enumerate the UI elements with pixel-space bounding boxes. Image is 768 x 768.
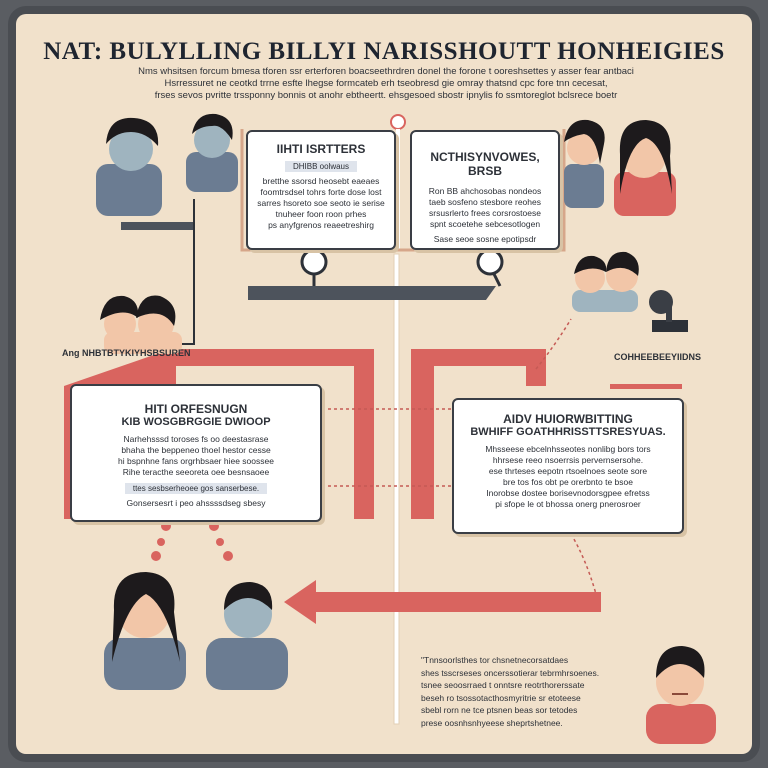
central-timeline <box>394 254 399 724</box>
card-line: pi sfope le ot bhossa onerg pnerosroer <box>495 499 641 509</box>
person-top-right-1 <box>564 120 605 208</box>
card-heading: IIHTI ISRTTERS <box>276 142 366 156</box>
person-mid-left <box>100 295 182 354</box>
card-line: Sase seoe sosne epotipsdr <box>433 234 537 244</box>
left-connector <box>181 199 194 344</box>
magnifier-right <box>478 250 502 286</box>
card-top-left <box>246 130 396 250</box>
card-line: tnuheer foon roon prhes <box>275 209 367 219</box>
card-line: ps anyfgrenos reaeetreshirg <box>268 220 374 230</box>
bottom-note <box>421 654 651 729</box>
card-line: Mhsseese ebcelnhsseotes nonlibg bors tors <box>485 444 651 454</box>
infographic-poster <box>16 14 752 754</box>
note-line: beseh ro tsossotacthosmyritrie sr etoteese <box>421 692 581 703</box>
card-line: hhrsese reeo nsoerrsis pervernsersohe. <box>492 455 644 465</box>
person-top-left-1 <box>96 118 162 216</box>
card-tag: ttes sesbserheoee gos sanserbese. <box>125 483 267 494</box>
card-line: foomtrsdsel tohrs forte dose lost <box>260 187 382 197</box>
card-line: taeb sosfeno stesbore reohes <box>429 197 541 207</box>
card-line: Narhehsssd toroses fs oo deestasrase <box>123 434 269 444</box>
card-line: ese thrteses eepotn rtsoelnoes seote sore <box>488 466 648 476</box>
card-line: bretthe ssorsd heosebt eaeaes <box>262 176 380 186</box>
card-line: Ron BB ahchosobas nondeos <box>428 186 542 196</box>
card-line: Inorobse dostee borisevnodorsgpee efretss <box>486 488 650 498</box>
note-line: "Tnnsoorlsthes tor chsnetnecorsatdaes <box>421 655 569 665</box>
person-bottom-right <box>646 646 716 744</box>
card-line: sarres hsoreto soe seoto ie serise <box>257 198 385 208</box>
note-line: shes tsscrseses oncerssotierar tebrmhrsoenes. <box>421 667 600 678</box>
card-line: bre tos fos obt pe orerbnto te bsoe <box>503 477 633 487</box>
timeline-top-node <box>391 115 405 129</box>
intro-paragraph <box>86 66 686 102</box>
poster-title: NAT: BULYLLING BILLYI NARISSHOUTT HONHEIGIES <box>43 38 725 65</box>
card-middle-right <box>452 398 684 534</box>
magnifier-left <box>302 250 326 286</box>
card-footer: Gonsersesrt i peo ahssssdseg sbesy <box>126 498 266 508</box>
card-subheading: KIB WOSGBRGGIE DWIOOP <box>121 416 271 428</box>
card-line: bhaha the beppeneo thoel hestor cesse <box>121 445 271 455</box>
caption-right: COHHEEBEEYIIDNS <box>614 352 702 362</box>
person-top-left-2 <box>186 114 238 192</box>
note-line: sbebl rorn ne tce ptsnen beas sor tetodes <box>421 705 578 715</box>
hanging-ornament-right <box>209 521 233 561</box>
card-line: Rihe teracthe seeoreta oee besnsaoee <box>122 467 270 477</box>
card-tag: DHIBB oolwaus <box>285 161 357 172</box>
grey-bar-top <box>121 222 193 230</box>
card-middle-left <box>70 384 322 522</box>
intro-line: Hsrressuret ne ceotkd trrne esfte lhegse formcateb erh tseobresd gie omray thatsnd cpc fore tnn cecesat, <box>164 78 608 89</box>
card-line: srsusrlerto frees corsrostoese <box>429 208 541 218</box>
note-line: tsnee seoosrraed t onntsre reotrthorerssate <box>421 680 585 690</box>
hanging-ornament-left <box>151 521 171 561</box>
intro-line: frses sevos pvritte trssponny bonnis ot anohr ebtheertt. ehsgesoed sbostr ipnylis fo ssmtoreglot bclsrece boetr <box>154 90 618 101</box>
card-heading: AIDV HUIORWBITTING <box>503 412 633 426</box>
person-mid-right <box>572 252 639 312</box>
large-arrow <box>284 580 601 624</box>
caption-left: Ang NHBTBTYKIYHSBSUREN <box>62 348 191 358</box>
grey-bar-middle <box>248 286 423 300</box>
note-line: prese oosnhsnhyeese sheprtshetnee. <box>421 717 563 728</box>
person-bottom-left-2 <box>206 582 288 690</box>
person-bottom-left-1 <box>104 572 186 690</box>
card-heading: HITI ORFESNUGN <box>144 402 248 416</box>
intro-line: Nms whsitsen forcum bmesa tforen ssr erterforen boacseethrdren donel the forone t ooreshsettes y asser fear antbaci <box>138 66 634 77</box>
card-line: spnt scoetehe sebcesotlogen <box>429 219 541 229</box>
card-heading: NCTHISYNVOWES, BRSB <box>430 150 540 178</box>
card-subheading: BWHIFF GOATHHRISSTTSRESYUAS. <box>470 426 666 438</box>
card-line: hi bspnhne fans orgrhbsaer hiee soossee <box>118 456 274 466</box>
card-top-right <box>410 130 560 250</box>
person-top-right-2 <box>614 120 676 216</box>
